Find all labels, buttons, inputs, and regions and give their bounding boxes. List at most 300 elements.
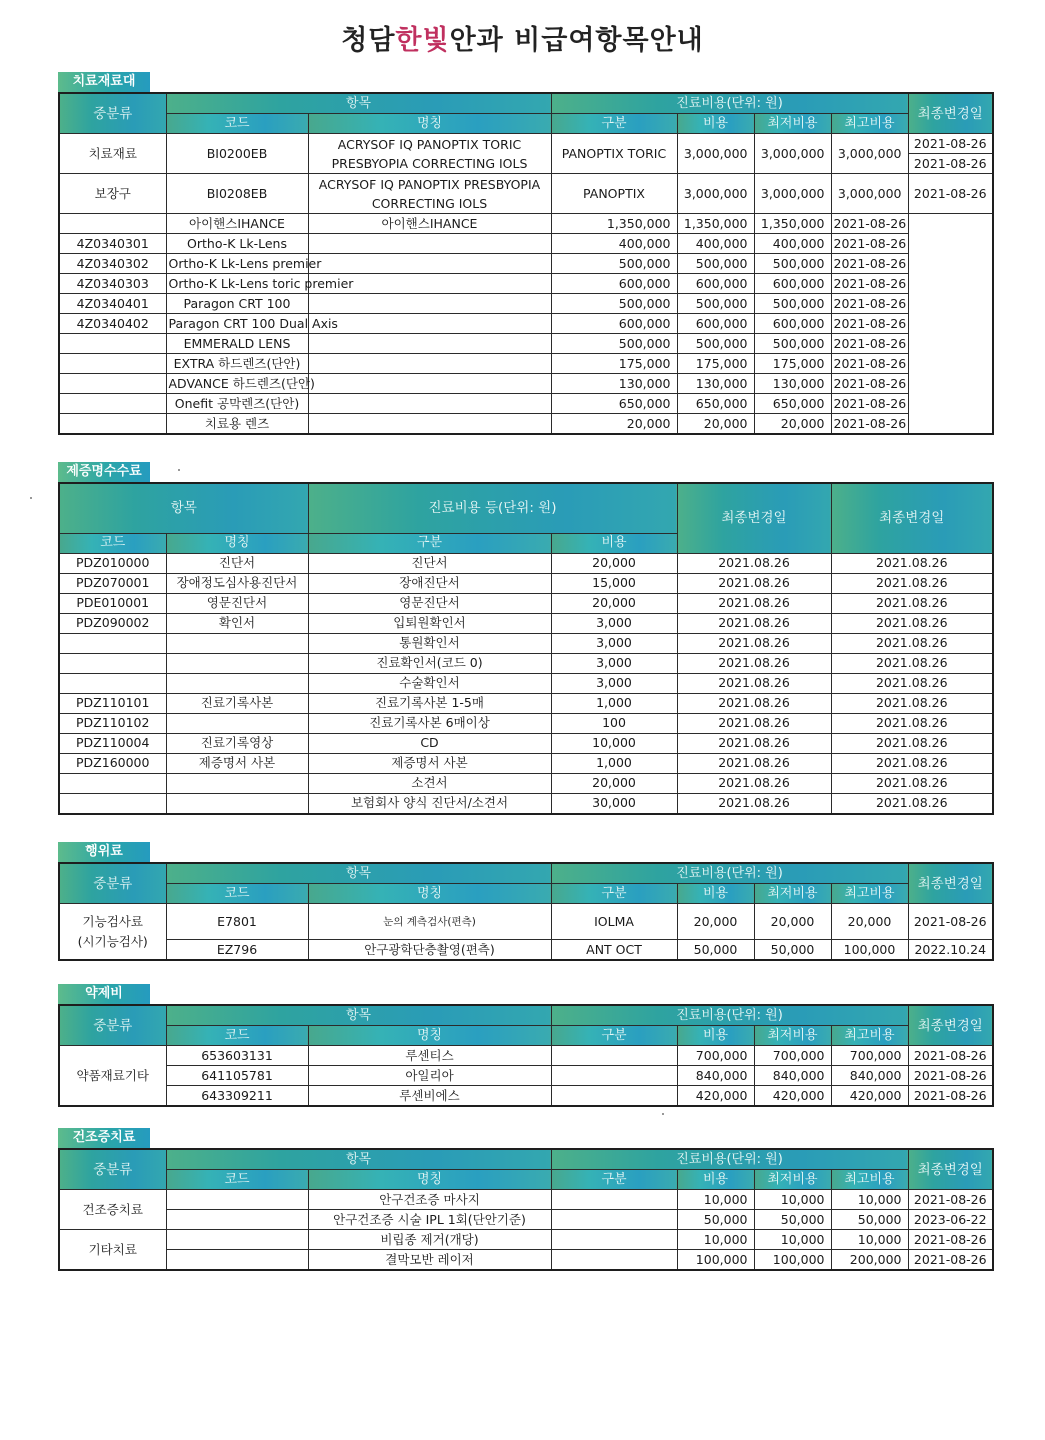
table-row [59,673,993,693]
date-cell: 2021.08.26 [677,733,831,753]
cost-cell: 1,000 [551,693,677,713]
name-cell: EXTRA 하드렌즈(단안) [166,354,308,374]
name-cell: 진료기록영상 [166,733,308,753]
name-cell: Paragon CRT 100 Dual Axis [166,314,308,334]
max-cost-cell: 840,000 [831,1066,908,1086]
max-cost-cell: 500,000 [754,254,831,274]
section-dry-eye-treatment [58,1126,992,1271]
cost-cell: 650,000 [551,394,677,414]
header-name: 명칭 [308,114,551,134]
header-last-changed: 최종변경일 [908,1005,993,1046]
cost-cell: 1,000 [551,753,677,773]
date-cell: 2021-08-26 [831,254,908,274]
code-cell [166,1230,308,1250]
section-label: 제증명수수료 [58,462,150,482]
header-code: 코드 [166,114,308,134]
code-cell: BI0200EB [166,134,308,174]
date-cell: 2021-08-26 [831,334,908,354]
min-cost-cell: 600,000 [677,274,754,294]
category-cell: 건조증치료 [59,1190,166,1230]
drug-fees-table [58,1004,994,1107]
scan-speck [178,469,180,471]
cost-cell: 3,000 [551,673,677,693]
max-cost-cell: 20,000 [831,904,908,940]
header-name: 명칭 [308,884,551,904]
cost-cell: 20,000 [551,773,677,793]
name-cell: 아이핸스IHANCE [166,214,308,234]
header-cost-group: 진료비용 등(단위: 원) [308,483,677,533]
type-cell [551,1086,677,1107]
type-cell [551,1190,677,1210]
header-max-cost: 최고비용 [831,1170,908,1190]
min-cost-cell: 700,000 [754,1046,831,1066]
name-cell: 치료용 렌즈 [166,414,308,435]
date-cell-2: 2021.08.26 [831,733,993,753]
max-cost-cell: 10,000 [831,1190,908,1210]
code-cell: PDZ110004 [59,733,166,753]
date-cell: 2021.08.26 [677,573,831,593]
header-type: 구분 [308,533,551,553]
type-cell: 소견서 [308,773,551,793]
date-cell-2: 2021.08.26 [831,653,993,673]
code-cell: PDZ110102 [59,713,166,733]
table-row [59,174,993,214]
header-type: 구분 [551,1026,677,1046]
type-cell [551,1046,677,1066]
date-cell: 2021.08.26 [677,693,831,713]
min-cost-cell: 100,000 [754,1250,831,1271]
table-row [59,773,993,793]
date-cell: 2021-08-26 [908,134,993,154]
header-type: 구분 [551,1170,677,1190]
name-cell [166,713,308,733]
header-cost: 비용 [677,884,754,904]
header-code: 코드 [166,1026,308,1046]
cost-cell: 20,000 [551,414,677,435]
date-cell-2: 2021.08.26 [831,793,993,814]
cost-cell: 50,000 [677,1210,754,1230]
cost-cell: 500,000 [551,254,677,274]
min-cost-cell: 130,000 [677,374,754,394]
date-cell: 2021-08-26 [831,274,908,294]
header-item: 항목 [59,483,308,533]
type-cell [308,354,551,374]
table-row [59,793,993,814]
category-cell: 보장구 [59,174,166,214]
header-type: 구분 [551,884,677,904]
table-row [59,334,993,354]
cost-cell: 840,000 [677,1066,754,1086]
name-cell: ACRYSOF IQ PANOPTIX PRESBYOPIA CORRECTING IOLS [308,174,551,214]
cost-cell: 500,000 [551,294,677,314]
min-cost-cell: 20,000 [677,414,754,435]
min-cost-cell: 600,000 [677,314,754,334]
title-prefix: 청담 [341,25,396,56]
header-max-cost: 최고비용 [831,884,908,904]
table-row [59,940,993,961]
name-cell: 눈의 계측검사(편측) [308,904,551,940]
header-item: 항목 [166,93,551,114]
date-cell: 2021-08-26 [831,414,908,435]
table-row [59,633,993,653]
name-cell: EMMERALD LENS [166,334,308,354]
name-cell: 결막모반 레이저 [308,1250,551,1271]
type-cell: 통원확인서 [308,633,551,653]
header-last-changed: 최종변경일 [677,483,831,553]
header-code: 코드 [166,1170,308,1190]
table-row [59,1230,993,1250]
name-cell: 안구광학단층촬영(편측) [308,940,551,961]
table-row [59,214,993,234]
name-cell: 비립종 제거(개당) [308,1230,551,1250]
table-row [59,553,993,573]
date-cell: 2021.08.26 [677,593,831,613]
cost-cell: 30,000 [551,793,677,814]
code-cell: 4Z0340402 [59,314,166,334]
table-row [59,593,993,613]
title-suffix: 안과 비급여항목안내 [449,25,704,56]
table-row [59,1066,993,1086]
name-cell [166,653,308,673]
code-cell: PDZ090002 [59,613,166,633]
table-row [59,414,993,435]
table-row [59,1190,993,1210]
min-cost-cell: 500,000 [677,334,754,354]
code-cell: 641105781 [166,1066,308,1086]
table-row [59,713,993,733]
scan-speck [662,1113,664,1115]
name-cell [166,673,308,693]
cost-cell: 10,000 [677,1190,754,1210]
header-item: 항목 [166,863,551,884]
header-cost: 비용 [677,1170,754,1190]
date-cell-2: 2021.08.26 [831,693,993,713]
table-row [59,234,993,254]
type-cell [308,314,551,334]
type-cell [308,394,551,414]
date-cell: 2021.08.26 [677,773,831,793]
header-cost: 비용 [551,533,677,553]
table-row [59,354,993,374]
protective-gear-rows [59,214,993,435]
code-cell [166,1190,308,1210]
date-cell-2: 2021.08.26 [831,753,993,773]
code-cell: 4Z0340303 [59,274,166,294]
type-cell [551,1250,677,1271]
header-item: 항목 [166,1005,551,1026]
date-cell: 2022.10.24 [908,940,993,961]
date-cell: 2021-08-26 [908,1086,993,1107]
code-cell: PDZ010000 [59,553,166,573]
max-cost-cell: 200,000 [831,1250,908,1271]
date-cell: 2021.08.26 [677,673,831,693]
category-cell [59,904,166,961]
date-cell: 2021.08.26 [677,753,831,773]
code-cell: PDZ160000 [59,753,166,773]
date-cell-2: 2021.08.26 [831,593,993,613]
type-cell: 진료기록사본 1-5매 [308,693,551,713]
table-row [59,1046,993,1066]
date-cell: 2021-08-26 [831,214,908,234]
date-cell-2: 2021.08.26 [831,553,993,573]
type-cell: 입퇴원확인서 [308,613,551,633]
date-cell: 2021-08-26 [831,394,908,414]
table-row [59,1250,993,1271]
code-cell: 4Z0340301 [59,234,166,254]
code-cell [59,394,166,414]
cost-cell: 600,000 [551,314,677,334]
drug-rows [59,1046,993,1107]
type-cell: IOLMA [551,904,677,940]
table-row [59,394,993,414]
type-cell [308,254,551,274]
table-row [59,693,993,713]
header-code: 코드 [59,533,166,553]
header-mid-category: 중분류 [59,1149,166,1190]
min-cost-cell: 3,000,000 [754,134,831,174]
cost-cell: 100 [551,713,677,733]
name-cell: Ortho-K Lk-Lens premier [166,254,308,274]
code-cell [59,354,166,374]
name-cell [166,793,308,814]
header-item: 항목 [166,1149,551,1170]
name-cell: 안구건조증 시술 IPL 1회(단안기준) [308,1210,551,1230]
code-cell [166,1210,308,1230]
header-cost-group: 진료비용(단위: 원) [551,93,908,114]
header-code: 코드 [166,884,308,904]
header-last-changed-2: 최종변경일 [831,483,993,553]
cost-cell: 3,000 [551,613,677,633]
table-row [59,733,993,753]
header-min-cost: 최저비용 [754,1170,831,1190]
code-cell [59,633,166,653]
header-cost: 비용 [677,1026,754,1046]
table-row [59,904,993,940]
date-cell: 2021-08-26 [831,234,908,254]
name-cell [166,773,308,793]
name-cell [166,633,308,653]
name-cell: Onefit 공막렌즈(단안) [166,394,308,414]
name-cell: 아일리아 [308,1066,551,1086]
min-cost-cell: 840,000 [754,1066,831,1086]
page-title [0,18,1045,57]
type-cell: 진료기록사본 6매이상 [308,713,551,733]
table-row [59,1086,993,1107]
min-cost-cell: 1,350,000 [677,214,754,234]
table-row [59,294,993,314]
max-cost-cell: 700,000 [831,1046,908,1066]
max-cost-cell: 650,000 [754,394,831,414]
header-max-cost: 최고비용 [831,1026,908,1046]
table-row [59,613,993,633]
min-cost-cell: 500,000 [677,254,754,274]
date-cell-2: 2021.08.26 [831,613,993,633]
type-cell: 아이핸스IHANCE [308,214,551,234]
code-cell: PDZ070001 [59,573,166,593]
max-cost-cell: 10,000 [831,1230,908,1250]
date-cell: 2021-08-26 [908,1230,993,1250]
type-cell: 제증명서 사본 [308,753,551,773]
cost-cell: 1,350,000 [551,214,677,234]
cost-cell: 20,000 [677,904,754,940]
section-label: 치료재료대 [58,72,150,92]
category-cell: 약품재료기타 [59,1046,166,1107]
table-row [59,653,993,673]
date-cell: 2021.08.26 [677,613,831,633]
section-procedure-fees [58,840,992,961]
cost-cell: 600,000 [551,274,677,294]
certificate-rows [59,553,993,814]
certificate-fees-table [58,482,994,815]
code-cell: BI0208EB [166,174,308,214]
dry-eye-rows [59,1190,993,1271]
date-cell-2: 2021.08.26 [831,573,993,593]
code-cell: 4Z0340302 [59,254,166,274]
header-cost: 비용 [677,114,754,134]
code-cell [59,673,166,693]
cost-cell: 50,000 [677,940,754,961]
scan-speck [30,497,32,499]
type-cell [551,1210,677,1230]
name-cell: 안구건조증 마사지 [308,1190,551,1210]
date-cell: 2021.08.26 [677,713,831,733]
header-cost-group: 진료비용(단위: 원) [551,1149,908,1170]
type-cell: ANT OCT [551,940,677,961]
date-cell: 2021-08-26 [908,1046,993,1066]
name-cell: 루센비에스 [308,1086,551,1107]
min-cost-cell: 10,000 [754,1190,831,1210]
cost-cell: 20,000 [551,553,677,573]
table-row [59,1210,993,1230]
code-cell: EZ796 [166,940,308,961]
min-cost-cell: 50,000 [754,940,831,961]
code-cell: 643309211 [166,1086,308,1107]
table-row [59,254,993,274]
date-cell: 2021-08-26 [908,174,993,214]
header-last-changed: 최종변경일 [908,863,993,904]
cost-cell: 10,000 [551,733,677,753]
date-cell: 2021.08.26 [677,553,831,573]
max-cost-cell: 20,000 [754,414,831,435]
max-cost-cell: 100,000 [831,940,908,961]
date-cell: 2023-06-22 [908,1210,993,1230]
name-cell: Ortho-K Lk-Lens [166,234,308,254]
date-cell: 2021-08-26 [908,904,993,940]
header-mid-category: 중분류 [59,1005,166,1046]
name-cell: ADVANCE 하드렌즈(단안) [166,374,308,394]
table-row [59,753,993,773]
header-mid-category: 중분류 [59,93,166,134]
category-line1: 기능검사료 [82,913,143,929]
header-max-cost: 최고비용 [831,114,908,134]
date-cell: 2021-08-26 [908,1066,993,1086]
cost-cell: 15,000 [551,573,677,593]
code-cell [59,773,166,793]
code-cell: 4Z0340401 [59,294,166,314]
name-cell: 루센티스 [308,1046,551,1066]
header-name: 명칭 [308,1026,551,1046]
type-cell: 수술확인서 [308,673,551,693]
header-type: 구분 [551,114,677,134]
min-cost-cell: 50,000 [754,1210,831,1230]
code-cell: 653603131 [166,1046,308,1066]
min-cost-cell: 20,000 [754,904,831,940]
name-cell: 진단서 [166,553,308,573]
name-cell: ACRYSOF IQ PANOPTIX TORIC PRESBYOPIA CORRECTING IOLS [308,134,551,174]
max-cost-cell: 500,000 [754,334,831,354]
dry-eye-table [58,1148,994,1271]
type-cell: 보험회사 양식 진단서/소견서 [308,793,551,814]
type-cell: 진료확인서(코드 0) [308,653,551,673]
max-cost-cell: 175,000 [754,354,831,374]
header-cost-group: 진료비용(단위: 원) [551,863,908,884]
max-cost-cell: 600,000 [754,274,831,294]
cost-cell: 130,000 [551,374,677,394]
table-row [59,314,993,334]
header-last-changed: 최종변경일 [908,93,993,134]
type-cell: 영문진단서 [308,593,551,613]
min-cost-cell: 500,000 [677,294,754,314]
date-cell: 2021.08.26 [677,793,831,814]
code-cell [166,1250,308,1271]
date-cell-2: 2021.08.26 [831,673,993,693]
date-cell: 2021-08-26 [831,314,908,334]
max-cost-cell: 1,350,000 [754,214,831,234]
header-min-cost: 최저비용 [754,1026,831,1046]
header-mid-category: 중분류 [59,863,166,904]
name-cell: Ortho-K Lk-Lens toric premier [166,274,308,294]
date-cell: 2021-08-26 [908,1190,993,1210]
code-cell [59,414,166,435]
min-cost-cell: 175,000 [677,354,754,374]
cost-cell: 500,000 [551,334,677,354]
cost-cell: 3,000 [551,653,677,673]
name-cell: 장애정도심사용진단서 [166,573,308,593]
name-cell: 제증명서 사본 [166,753,308,773]
type-cell [308,374,551,394]
treatment-materials-table [58,92,994,435]
code-cell [59,214,166,234]
date-cell: 2021-08-26 [908,154,993,174]
type-cell [308,334,551,354]
table-row [59,274,993,294]
name-cell: 진료기록사본 [166,693,308,713]
section-label: 행위료 [58,842,150,862]
name-cell: 확인서 [166,613,308,633]
max-cost-cell: 600,000 [754,314,831,334]
type-cell: 장애진단서 [308,573,551,593]
cost-cell: 3,000,000 [677,134,754,174]
min-cost-cell: 3,000,000 [754,174,831,214]
category-cell: 치료재료 [59,134,166,174]
procedure-fees-table [58,862,994,961]
type-cell [551,1230,677,1250]
table-row [59,374,993,394]
min-cost-cell: 10,000 [754,1230,831,1250]
cost-cell: 420,000 [677,1086,754,1107]
max-cost-cell: 500,000 [754,294,831,314]
cost-cell: 700,000 [677,1046,754,1066]
code-cell [59,793,166,814]
date-cell-2: 2021.08.26 [831,713,993,733]
cost-cell: 100,000 [677,1250,754,1271]
date-cell: 2021-08-26 [831,374,908,394]
max-cost-cell: 130,000 [754,374,831,394]
type-cell: 진단서 [308,553,551,573]
date-cell: 2021-08-26 [831,294,908,314]
header-min-cost: 최저비용 [754,114,831,134]
section-drug-fees [58,982,992,1107]
